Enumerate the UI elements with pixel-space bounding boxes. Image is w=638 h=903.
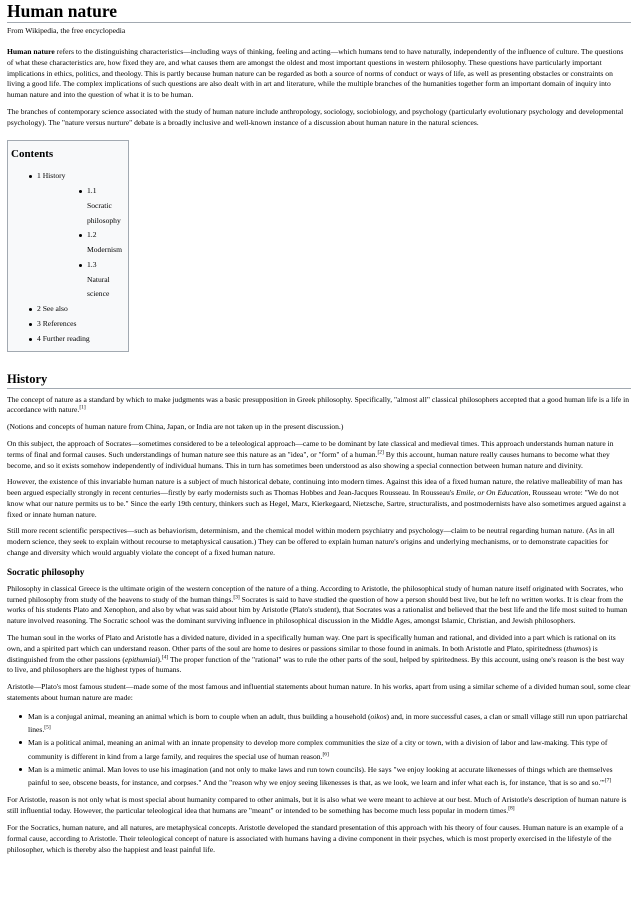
intro-text: refers to the distinguishing characteristics—including ways of thinking, feeling and acting—which humans tend to have naturally, independently of the influence of culture. The questions of what these characteristics are, how fixed they are, and what causes them are amongst the oldest and most important questions in western philosophy. These questions have particularly important implications in ethics, politics, and theology. This is partly because human nature can be regarded as both a source of norms of conduct or ways of life, as well as presenting obstacles or constraints on living a good life. The complex implications of such questions are also dealt with in art and literature, while the multiple branches of the humanities together form an important domain of inquiry into human nature and into the question of what it is to be human. <box>7 47 624 100</box>
toc-item-further-reading[interactable]: 4 Further reading <box>11 332 118 347</box>
list-item: Man is a conjugal animal, meaning an animal which is born to couple when an adult, thus building a household (oikos) and, in more successful cases, a clan or small village still run upon patriarchal lines.[5] <box>7 710 631 737</box>
history-paragraph-1: The concept of nature as a standard by which to make judgments was a basic presupposition in Greek philosophy. Specifically, "almost all" classical philosophers accepted that a good human life is a life in accordance with nature.[1] <box>7 394 630 415</box>
section-heading-socratic: Socratic philosophy <box>7 566 85 577</box>
reference-link[interactable]: [2] <box>377 449 384 456</box>
toc-item-references[interactable]: 3 References <box>11 317 118 332</box>
intro-paragraph-2: The branches of contemporary science associated with the study of human nature include anthropology, sociology, sociobiology, and psychology (particularly evolutionary psychology and developmental psychology). The "nature versus nurture" debate is a broadly inclusive and well-known instance of a discussion about human nature in the natural sciences. <box>7 106 624 127</box>
table-of-contents <box>7 140 129 352</box>
toc-item-see-also[interactable]: 2 See also <box>11 302 118 317</box>
socratic-paragraph-4: For Aristotle, reason is not only what is most special about humanity compared to other animals, but it is also what we were meant to achieve at our best. Much of Aristotle's description of human nature is still influential today. However, the particular teleological idea that humans are "meant" or intended to be something has become much less popular in modern times.[8] <box>7 795 627 816</box>
intro-paragraph-1 <box>7 47 631 101</box>
history-paragraph-5: Still more recent scientific perspectives—such as behaviorism, determinism, and the chemical model within modern psychiatry and psychology—claim to be neutral regarding human nature. (As in all modern science, they seek to explain without recourse to metaphysical causation.) They can be offered to explain human nature's origins and underlying mechanisms, or to demonstrate capacities for change and diversity which would arguably violate the concept of a fixed human nature. <box>7 526 615 558</box>
reference-link[interactable]: [3] <box>233 594 240 601</box>
history-paragraph-4: However, the existence of this invariable human nature is a subject of much historical debate, continuing into modern times. Against this idea of a fixed human nature, the relative malleability of man has been argued especially strongly in recent centuries—firstly by early modernists such as Thomas Hobbes and Jean-Jacques Rousseau. In Rousseau's Emile, or On Education, Rousseau wrote: "We do not know what our nature permits us to be." Since the early 19th century, thinkers such as Hegel, Marx, Kierkegaard, Nietzsche, Sartre, structuralists, and postmodernists have also sometimes argued against a fixed or innate human nature. <box>7 477 626 519</box>
reference-link[interactable]: [4] <box>161 654 169 661</box>
reference-link[interactable]: [7] <box>604 777 612 784</box>
intro-bold-term: Human nature <box>7 47 55 57</box>
socratic-paragraph-3: Aristotle—Plato's most famous student—made some of the most famous and influential statements about human nature. In his works, apart from using a similar scheme of a divided human soul, some clear statements about human nature are made: <box>7 682 631 702</box>
section-heading-history: History <box>7 372 631 389</box>
list-item: Man is a mimetic animal. Man loves to use his imagination (and not only to make laws and run town councils). He says "we enjoy looking at accurate likenesses of things which are themselves painful to see, obscene beasts, for instance, and corpses." And the "reason why we enjoy seeing likenesses is that, as we look, we learn and infer what each is, for instance, 'that is so and so.'"[7] <box>7 763 631 790</box>
socratic-paragraph-5: For the Socratics, human nature, and all natures, are metaphysical concepts. Aristotle developed the standard presentation of this approach with his theory of four causes. Human nature is an example of a formal cause, according to Aristotle. Their teleological concept of nature is associated with humans having a divine component in their psyches, which is most properly exercised in the lifestyle of the philosopher, which is thereby also the happiest and least painful life. <box>7 822 624 854</box>
list-item: Man is a political animal, meaning an animal with an innate propensity to develop more complex communities the size of a city or town, with a division of labor and law-making. This type of community is different in kind from a large family, and requires the special use of human reason.[6] <box>7 736 631 763</box>
reference-link[interactable]: [6] <box>322 751 329 758</box>
reference-link[interactable]: [5] <box>44 724 51 731</box>
toc-title: Contents <box>11 147 54 160</box>
toc-item-natural-science[interactable]: 1.3 Natural science <box>37 258 118 302</box>
toc-item-socratic-philosophy[interactable]: 1.1 Socratic philosophy <box>37 184 118 228</box>
history-paragraph-3: On this subject, the approach of Socrates—sometimes considered to be a teleological approach—came to be dominant by late classical and medieval times. This approach understands human nature in terms of final and formal causes. Such understandings of human nature see this nature as an "idea", or "form" of a human.[2] By this account, human nature really causes humans to become what they become, and so it exists somehow independently of individual humans. This in turn has sometimes been understood as also showing a special connection between human nature and divinity. <box>7 439 614 470</box>
page-title: Human nature <box>7 2 631 23</box>
aristotle-statements-list <box>7 710 631 790</box>
socratic-paragraph-1: Philosophy in classical Greece is the ultimate origin of the western conception of the nature of a thing. According to Aristotle, the philosophical study of human nature itself originated with Socrates, who turned philosophy from study of the heavens to study of the human things.[3] Socrates is said to have studied the question of how a person should best live, but he left no written works. It is clear from the works of his students Plato and Xenophon, and also by what was said about him by Aristotle (Plato's student), that Socrates was a rationalist and believed that the best life and the life most suited to human nature involved reasoning. The Socratic school was the dominant surviving influence in philosophical discussion in the Middle Ages, amongst Islamic, Christian, and Jewish philosophers. <box>7 583 628 626</box>
toc-item-modernism[interactable]: 1.2 Modernism <box>37 228 118 258</box>
history-paragraph-2: (Notions and concepts of human nature from China, Japan, or India are not taken up in the present discussion.) <box>7 422 344 432</box>
tagline: From Wikipedia, the free encyclopedia <box>7 26 126 36</box>
toc-item-history[interactable]: 1 History 1.1 Socratic philosophy 1.2 Modernism 1.3 Natural science <box>11 169 118 302</box>
socratic-paragraph-2: The human soul in the works of Plato and Aristotle has a divided nature, divided in a specifically human way. One part is specifically human and rational, and divided into a part which is rational on its own, and a spirited part which can understand reason. Other parts of the soul are home to desires or passions similar to those found in animals. In both Aristotle and Plato, spiritedness (thumos) is distinguished from the other passions (epithumiai).[4] The proper function of the "rational" was to rule the other parts of the soul, helped by spiritedness. By this account, using one's reason is the best way to live, and philosophers are the highest types of humans. <box>7 633 625 675</box>
book-title: Emile, or On Education <box>456 488 529 498</box>
reference-link[interactable]: [8] <box>508 805 515 812</box>
reference-link[interactable]: [1] <box>79 404 86 411</box>
